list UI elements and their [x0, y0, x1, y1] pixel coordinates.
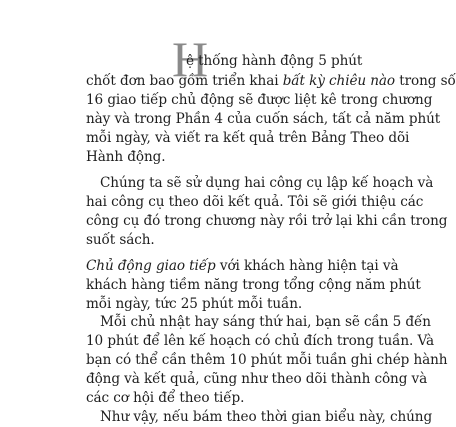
- para4-line5: các cơ hội để theo tiếp.: [86, 390, 245, 406]
- para2-line1: Chúng ta sẽ sử dụng hai công cụ lập kế hoạch và: [100, 175, 434, 191]
- para1-italic: bất kỳ chiêu nào: [282, 73, 396, 89]
- para1-text: trong số: [395, 73, 456, 89]
- para1-line5: mỗi ngày, và viết ra kết quả trên Bảng Theo dõi: [86, 130, 410, 146]
- para4-line1: Mỗi chủ nhật hay sáng thứ hai, bạn sẽ cần 5 đến: [100, 314, 431, 330]
- drop-cap: H: [172, 31, 209, 87]
- para1-line1: ệ thống hành động 5 phút: [186, 53, 363, 69]
- para4-line4: động và kết quả, cũng như theo dõi thành công và: [86, 371, 428, 387]
- para1-line6: Hành động.: [86, 149, 166, 165]
- para1-line2: [86, 72, 456, 91]
- para2-line3: công cụ đó trong chương này rồi trở lại khi cần trong: [86, 213, 448, 229]
- para1-line3: 16 giao tiếp chủ động sẽ được liệt kê trong chương: [86, 92, 433, 108]
- para4-line2: 10 phút để lên kế hoạch có chủ đích trong tuần. Và: [86, 333, 434, 349]
- para5-line1: Như vậy, nếu bám theo thời gian biểu này, chúng: [100, 409, 433, 425]
- para2-line4: suốt sách.: [86, 232, 155, 248]
- para1-text: chốt đơn bao gồm triển khai: [86, 73, 283, 89]
- para3-line1: [86, 257, 399, 276]
- para3-italic: Chủ động giao tiếp: [86, 258, 216, 274]
- para3-text: với khách hàng hiện tại và: [215, 258, 399, 274]
- para3-line2: khách hàng tiềm năng trong tổng cộng năm phút: [86, 277, 421, 293]
- para4-line3: bạn có thể cần thêm 10 phút mỗi tuần ghi chép hành: [86, 352, 448, 368]
- para1-line4: này và trong Phần 4 của cuốn sách, tất cả năm phút: [86, 111, 441, 127]
- para3-line3: mỗi ngày, tức 25 phút mỗi tuần.: [86, 296, 303, 312]
- para2-line2: hai công cụ theo dõi kết quả. Tôi sẽ giới thiệu các: [86, 194, 424, 210]
